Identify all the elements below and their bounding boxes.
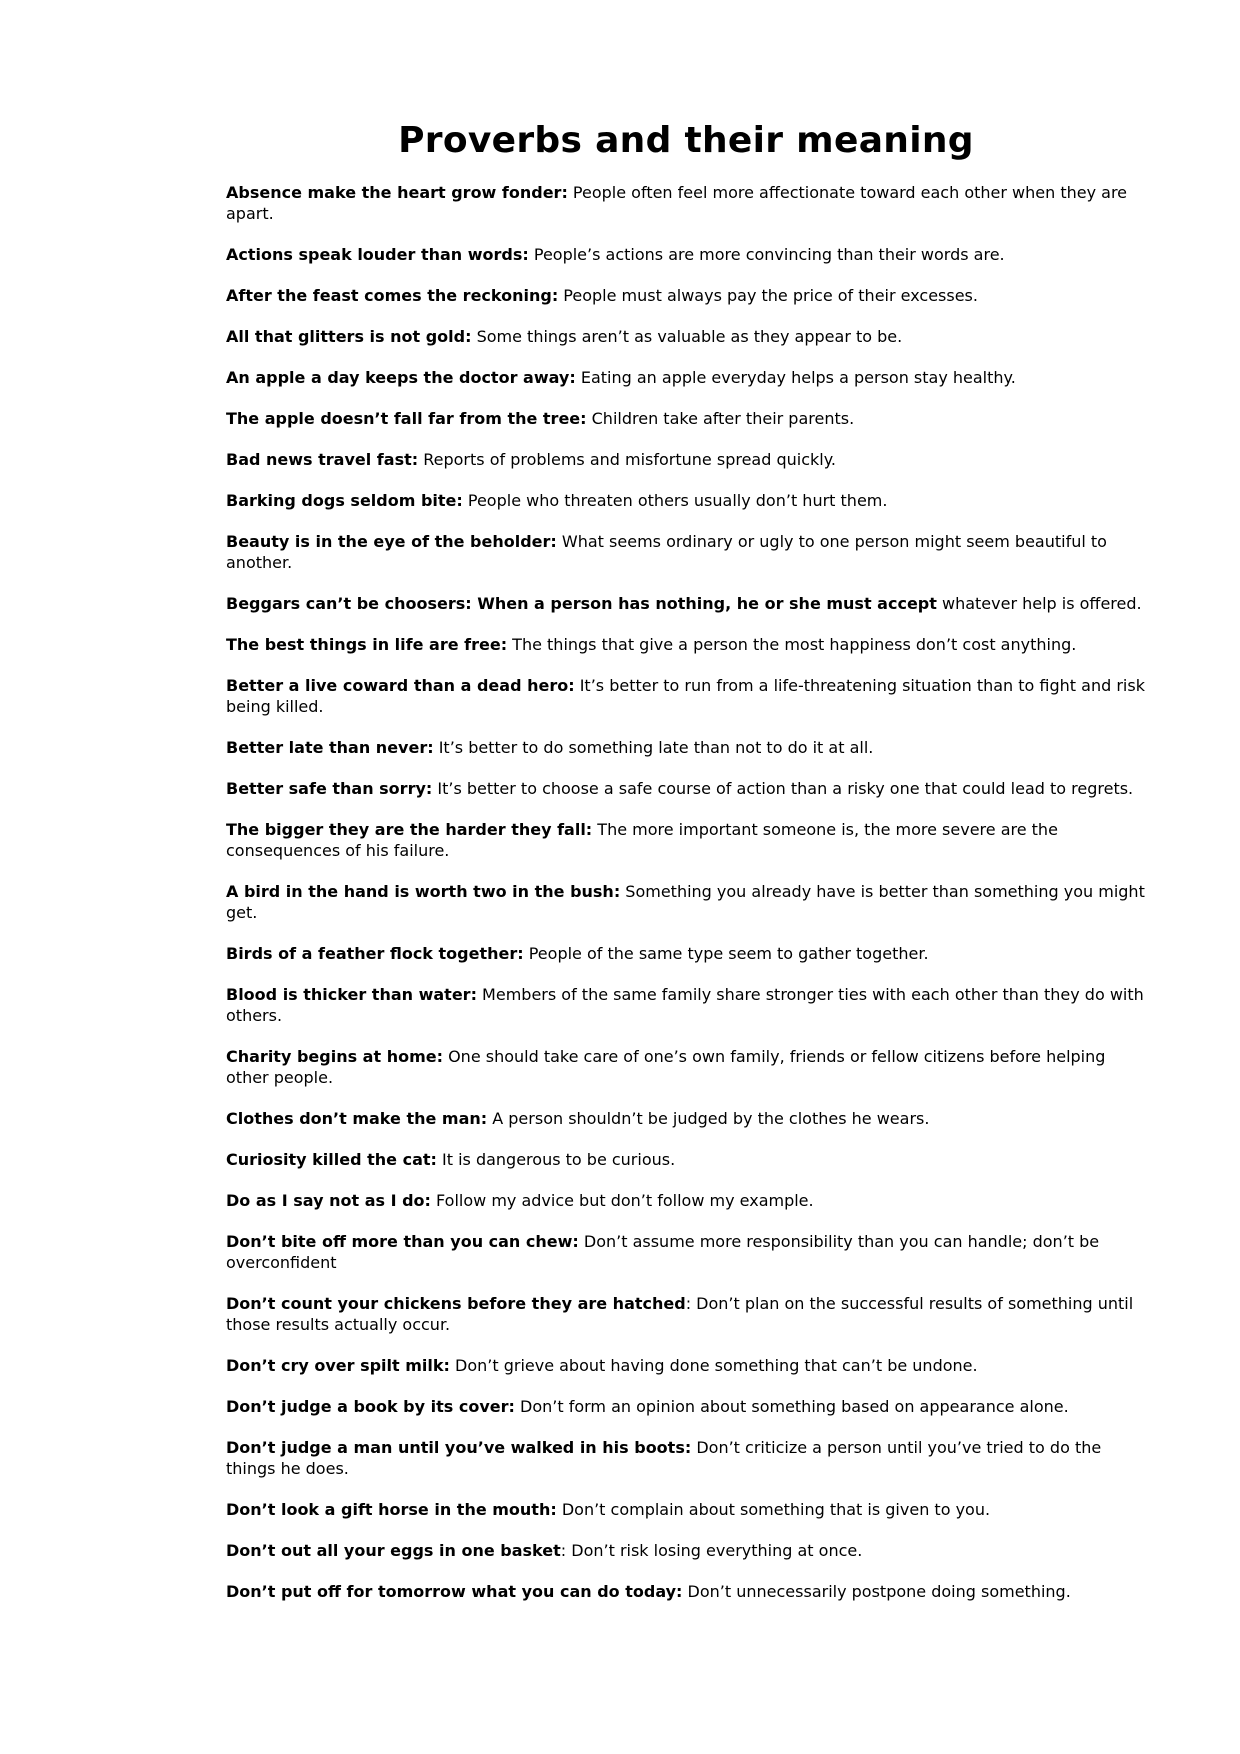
proverb-entry xyxy=(226,984,1146,1026)
proverb-meaning: The more important someone is, the more severe are the consequences of his failure. xyxy=(226,820,1058,860)
proverb-term: Barking dogs seldom bite: xyxy=(226,491,463,510)
proverb-meaning: Reports of problems and misfortune spread quickly. xyxy=(418,450,836,469)
proverb-entry xyxy=(226,1293,1146,1335)
proverb-meaning: Don’t unnecessarily postpone doing something. xyxy=(682,1582,1071,1601)
proverb-entry xyxy=(226,1108,1146,1129)
proverb-meaning: whatever help is offered. xyxy=(936,594,1142,613)
proverb-term: Beauty is in the eye of the beholder: xyxy=(226,532,557,551)
proverb-term: All that glitters is not gold: xyxy=(226,327,472,346)
proverb-term: The best things in life are free: xyxy=(226,635,508,654)
proverb-meaning: Don’t assume more responsibility than you can handle; don’t be overconfident xyxy=(226,1232,1100,1272)
proverb-entry xyxy=(226,1581,1146,1602)
proverb-term: The apple doesn’t fall far from the tree: xyxy=(226,409,587,428)
proverb-meaning: Some things aren’t as valuable as they appear to be. xyxy=(471,327,903,346)
proverb-entry xyxy=(226,1231,1146,1273)
proverb-entry xyxy=(226,408,1146,429)
proverb-meaning: Eating an apple everyday helps a person stay healthy. xyxy=(575,368,1016,387)
proverb-meaning: People must always pay the price of their excesses. xyxy=(558,286,978,305)
proverb-entry xyxy=(226,285,1146,306)
proverb-meaning: It is dangerous to be curious. xyxy=(436,1150,676,1169)
proverb-entry xyxy=(226,182,1146,224)
proverb-term: Better a live coward than a dead hero: xyxy=(226,676,575,695)
proverb-entry xyxy=(226,490,1146,511)
proverb-meaning: One should take care of one’s own family, friends or fellow citizens before helping other people. xyxy=(226,1047,1106,1087)
proverb-entry xyxy=(226,531,1146,573)
proverb-term: Absence make the heart grow fonder: xyxy=(226,183,568,202)
proverb-entry xyxy=(226,244,1146,265)
proverb-term: A bird in the hand is worth two in the bush: xyxy=(226,882,621,901)
proverb-entry xyxy=(226,819,1146,861)
proverb-entry xyxy=(226,778,1146,799)
proverb-meaning: Members of the same family share stronger ties with each other than they do with others. xyxy=(226,985,1144,1025)
proverb-entry xyxy=(226,326,1146,347)
proverb-meaning: People often feel more affectionate toward each other when they are apart. xyxy=(226,183,1128,223)
proverb-meaning: : Don’t plan on the successful results of something until those results actually occur. xyxy=(226,1294,1134,1334)
proverb-meaning: Don’t grieve about having done something that can’t be undone. xyxy=(449,1356,978,1375)
proverb-entry xyxy=(226,737,1146,758)
proverb-entry xyxy=(226,1355,1146,1376)
proverb-entry xyxy=(226,1149,1146,1170)
document-page xyxy=(226,118,1146,1622)
proverb-meaning: Don’t form an opinion about something based on appearance alone. xyxy=(514,1397,1069,1416)
proverb-entry xyxy=(226,1437,1146,1479)
proverb-meaning: The things that give a person the most happiness don’t cost anything. xyxy=(507,635,1077,654)
proverb-entry xyxy=(226,593,1146,614)
proverb-meaning: A person shouldn’t be judged by the clothes he wears. xyxy=(487,1109,930,1128)
proverb-entry xyxy=(226,1540,1146,1561)
proverb-meaning: Don’t criticize a person until you’ve tried to do the things he does. xyxy=(226,1438,1102,1478)
proverb-list xyxy=(226,182,1146,1602)
proverb-term: Don’t look a gift horse in the mouth: xyxy=(226,1500,557,1519)
proverb-meaning: Children take after their parents. xyxy=(586,409,855,428)
proverb-entry xyxy=(226,634,1146,655)
proverb-meaning: : Don’t risk losing everything at once. xyxy=(560,1541,863,1560)
proverb-term: Don’t put off for tomorrow what you can do today: xyxy=(226,1582,683,1601)
proverb-meaning: It’s better to do something late than not to do it at all. xyxy=(433,738,874,757)
proverb-term: Clothes don’t make the man: xyxy=(226,1109,488,1128)
proverb-meaning: Something you already have is better than something you might get. xyxy=(226,882,1145,922)
proverb-term: Better safe than sorry: xyxy=(226,779,433,798)
proverb-meaning: Don’t complain about something that is given to you. xyxy=(556,1500,991,1519)
proverb-entry xyxy=(226,367,1146,388)
proverb-meaning: What seems ordinary or ugly to one person might seem beautiful to another. xyxy=(226,532,1107,572)
proverb-term: The bigger they are the harder they fall: xyxy=(226,820,593,839)
proverb-meaning: It’s better to run from a life-threatening situation than to fight and risk being killed. xyxy=(226,676,1145,716)
proverb-meaning: People who threaten others usually don’t hurt them. xyxy=(462,491,888,510)
proverb-term: Don’t out all your eggs in one basket xyxy=(226,1541,561,1560)
proverb-term: Blood is thicker than water: xyxy=(226,985,477,1004)
proverb-meaning: People’s actions are more convincing than their words are. xyxy=(528,245,1005,264)
proverb-term: Charity begins at home: xyxy=(226,1047,443,1066)
proverb-term: Birds of a feather flock together: xyxy=(226,944,524,963)
proverb-term: Don’t count your chickens before they are hatched xyxy=(226,1294,686,1313)
proverb-term: Curiosity killed the cat: xyxy=(226,1150,437,1169)
proverb-entry xyxy=(226,1190,1146,1211)
proverb-entry xyxy=(226,1499,1146,1520)
proverb-entry xyxy=(226,449,1146,470)
proverb-term: Better late than never: xyxy=(226,738,434,757)
proverb-entry xyxy=(226,1396,1146,1417)
proverb-entry xyxy=(226,881,1146,923)
proverb-meaning: It’s better to choose a safe course of action than a risky one that could lead to regrets. xyxy=(432,779,1134,798)
proverb-term: Actions speak louder than words: xyxy=(226,245,529,264)
proverb-term: Don’t judge a book by its cover: xyxy=(226,1397,515,1416)
proverb-term: Beggars can’t be choosers: When a person has nothing, he or she must accept xyxy=(226,594,937,613)
proverb-term: Bad news travel fast: xyxy=(226,450,419,469)
proverb-term: After the feast comes the reckoning: xyxy=(226,286,559,305)
proverb-meaning: Follow my advice but don’t follow my example. xyxy=(430,1191,814,1210)
proverb-entry xyxy=(226,1046,1146,1088)
proverb-term: Don’t bite off more than you can chew: xyxy=(226,1232,579,1251)
proverb-term: Don’t judge a man until you’ve walked in his boots: xyxy=(226,1438,692,1457)
proverb-entry xyxy=(226,943,1146,964)
page-title: Proverbs and their meaning xyxy=(398,120,974,161)
proverb-term: Don’t cry over spilt milk: xyxy=(226,1356,450,1375)
proverb-term: An apple a day keeps the doctor away: xyxy=(226,368,576,387)
proverb-meaning: People of the same type seem to gather together. xyxy=(523,944,929,963)
proverb-entry xyxy=(226,675,1146,717)
proverb-term: Do as I say not as I do: xyxy=(226,1191,431,1210)
